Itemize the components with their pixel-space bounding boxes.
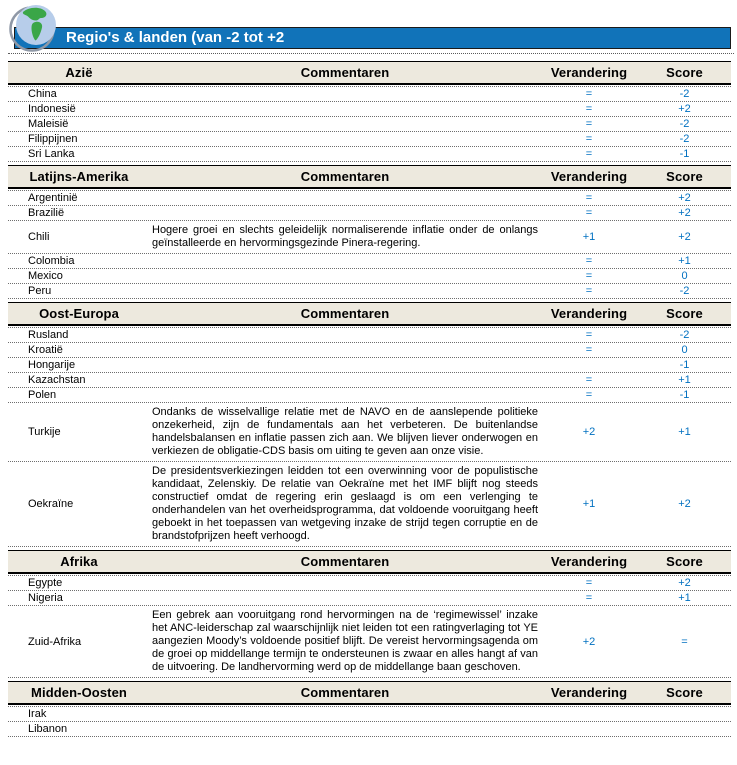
- change-cell: =: [585, 374, 593, 386]
- section-header-row: [8, 61, 731, 85]
- change-cell: =: [585, 270, 593, 282]
- score-cell: -2: [679, 118, 690, 130]
- change-cell: =: [585, 389, 593, 401]
- comment-cell: [150, 332, 540, 338]
- country-cell: Mexico: [28, 270, 63, 282]
- comment-cell: Ondanks de wisselvallige relatie met de NAVO en de aanslepende politieke onzekerheid, zijn de fundamentals aan het verbeteren. De buitenlandse handelsbalansen en inflatie passen zich aan. We blijven liever onderwogen en verkiezen de obligatie-CDS basis om uiting te geven aan onze visie.: [152, 406, 538, 457]
- country-cell: Oekraïne: [28, 498, 74, 510]
- section-title: Oost-Europa: [39, 306, 119, 321]
- section-rows: [8, 190, 731, 299]
- country-cell: Argentinië: [28, 192, 78, 204]
- section-header-row: [8, 302, 731, 326]
- change-cell: =: [585, 148, 593, 160]
- title-bar: [0, 0, 737, 53]
- score-cell: +2: [678, 231, 691, 243]
- change-cell: +1: [582, 498, 596, 510]
- country-cell: Kazachstan: [28, 374, 86, 386]
- table-row: [8, 328, 731, 343]
- score-cell: -1: [679, 359, 690, 371]
- table-row: [8, 358, 731, 373]
- score-cell: +1: [678, 592, 691, 604]
- table-row: [8, 206, 731, 221]
- col-header-score: Score: [666, 685, 703, 700]
- change-cell: =: [585, 192, 593, 204]
- comment-cell: [150, 91, 540, 97]
- table-row: [8, 191, 731, 206]
- page-title: Regio's & landen (van -2 tot +2: [14, 27, 731, 49]
- change-cell: =: [585, 344, 593, 356]
- change-cell: +1: [582, 231, 596, 243]
- comment-cell: [150, 595, 540, 601]
- comment-cell: [150, 106, 540, 112]
- change-cell: =: [585, 592, 593, 604]
- table-row: [8, 221, 731, 254]
- change-cell: =: [585, 103, 593, 115]
- col-header-score: Score: [666, 169, 703, 184]
- score-cell: -1: [679, 389, 690, 401]
- region-section: [8, 165, 731, 299]
- region-section: [8, 681, 731, 737]
- score-cell: +1: [678, 255, 691, 267]
- col-header-comment: Commentaren: [300, 685, 390, 700]
- section-rows: [8, 327, 731, 547]
- comment-cell: [150, 362, 540, 368]
- table-row: [8, 87, 731, 102]
- section-title: Azië: [65, 65, 93, 80]
- country-cell: Peru: [28, 285, 52, 297]
- change-cell: [540, 364, 638, 366]
- change-cell: +2: [582, 426, 596, 438]
- table-row: [8, 591, 731, 606]
- country-cell: Zuid-Afrika: [28, 635, 82, 648]
- score-cell: +2: [678, 498, 691, 510]
- comment-cell: [150, 377, 540, 383]
- score-cell: -1: [679, 148, 690, 160]
- score-cell: =: [681, 635, 688, 648]
- col-header-score: Score: [666, 65, 703, 80]
- table-row: [8, 269, 731, 284]
- table-row: [8, 102, 731, 117]
- table-row: [8, 147, 731, 162]
- change-cell: =: [585, 285, 593, 297]
- comment-cell: [150, 711, 540, 717]
- country-cell: Turkije: [28, 426, 61, 438]
- table-row: [8, 373, 731, 388]
- change-cell: [540, 713, 638, 715]
- country-cell: Maleisië: [28, 118, 69, 130]
- section-title: Afrika: [60, 554, 98, 569]
- regions-table: [8, 61, 731, 740]
- comment-cell: [150, 392, 540, 398]
- comment-cell: [150, 580, 540, 586]
- country-cell: Sri Lanka: [28, 148, 75, 160]
- score-cell: +2: [678, 207, 691, 219]
- score-cell: +2: [678, 103, 691, 115]
- score-cell: +1: [678, 426, 691, 438]
- comment-cell: [150, 195, 540, 201]
- score-cell: +2: [678, 192, 691, 204]
- col-header-change: Verandering: [550, 169, 628, 184]
- section-title: Latijns-Amerika: [29, 169, 129, 184]
- table-row: [8, 576, 731, 591]
- score-cell: -2: [679, 329, 690, 341]
- change-cell: [540, 728, 638, 730]
- table-row: [8, 722, 731, 737]
- score-cell: 0: [681, 344, 688, 356]
- table-row: [8, 403, 731, 462]
- table-row: [8, 388, 731, 403]
- change-cell: =: [585, 207, 593, 219]
- section-rows: [8, 86, 731, 162]
- score-cell: -2: [679, 285, 690, 297]
- comment-cell: [150, 288, 540, 294]
- country-cell: China: [28, 88, 57, 100]
- country-cell: Brazilië: [28, 207, 65, 219]
- score-cell: 0: [681, 270, 688, 282]
- section-title: Midden-Oosten: [31, 685, 127, 700]
- col-header-comment: Commentaren: [300, 65, 390, 80]
- comment-cell: [150, 273, 540, 279]
- score-cell: [638, 728, 731, 730]
- comment-cell: [150, 258, 540, 264]
- col-header-change: Verandering: [550, 554, 628, 569]
- change-cell: =: [585, 329, 593, 341]
- table-row: [8, 462, 731, 547]
- top-divider: [8, 53, 734, 54]
- country-cell: Irak: [28, 708, 47, 720]
- table-row: [8, 606, 731, 678]
- col-header-change: Verandering: [550, 685, 628, 700]
- change-cell: =: [585, 88, 593, 100]
- section-header-row: [8, 165, 731, 189]
- globe-icon: [9, 2, 60, 53]
- country-cell: Polen: [28, 389, 57, 401]
- col-header-comment: Commentaren: [300, 554, 390, 569]
- col-header-change: Verandering: [550, 65, 628, 80]
- score-cell: +1: [678, 374, 691, 386]
- comment-cell: [150, 347, 540, 353]
- country-cell: Libanon: [28, 723, 68, 735]
- country-cell: Filippijnen: [28, 133, 78, 145]
- change-cell: =: [585, 577, 593, 589]
- col-header-score: Score: [666, 554, 703, 569]
- country-cell: Hongarije: [28, 359, 76, 371]
- table-row: [8, 254, 731, 269]
- section-rows: [8, 706, 731, 737]
- table-row: [8, 132, 731, 147]
- region-section: [8, 302, 731, 547]
- col-header-change: Verandering: [550, 306, 628, 321]
- table-row: [8, 117, 731, 132]
- region-section: [8, 550, 731, 678]
- comment-cell: [150, 121, 540, 127]
- country-cell: Indonesië: [28, 103, 76, 115]
- comment-cell: [150, 210, 540, 216]
- country-cell: Chili: [28, 231, 50, 243]
- table-row: [8, 707, 731, 722]
- change-cell: =: [585, 118, 593, 130]
- comment-cell: [150, 726, 540, 732]
- change-cell: =: [585, 255, 593, 267]
- section-header-row: [8, 681, 731, 705]
- score-cell: -2: [679, 88, 690, 100]
- table-row: [8, 343, 731, 358]
- country-cell: Colombia: [28, 255, 75, 267]
- country-cell: Rusland: [28, 329, 69, 341]
- score-cell: +2: [678, 577, 691, 589]
- section-header-row: [8, 550, 731, 574]
- section-rows: [8, 575, 731, 678]
- region-section: [8, 61, 731, 162]
- country-cell: Nigeria: [28, 592, 63, 604]
- country-cell: Kroatië: [28, 344, 63, 356]
- comment-cell: Een gebrek aan vooruitgang rond hervormingen na de ‘regimewissel’ inzake het ANC-leiderschap zal waarschijnlijk niet leiden tot een ratingverlaging tot YE aangezien Moody’s voldoende positief blijft. De vereist hervormingsagenda om de groei op middellange termijn te ondersteunen is zwaar en alles hangt af van de uitvoering. De landhervorming werd op de middellange baan geschoven.: [152, 609, 538, 673]
- change-cell: =: [585, 133, 593, 145]
- comment-cell: Hogere groei en slechts geleidelijk normaliserende inflatie onder de onlangs geïnstalleerde en hervormingsgezinde Pinera-regering.: [152, 224, 538, 249]
- col-header-comment: Commentaren: [300, 306, 390, 321]
- col-header-score: Score: [666, 306, 703, 321]
- comment-cell: [150, 151, 540, 157]
- comment-cell: [150, 136, 540, 142]
- col-header-comment: Commentaren: [300, 169, 390, 184]
- score-cell: [638, 713, 731, 715]
- change-cell: +2: [582, 635, 596, 648]
- country-cell: Egypte: [28, 577, 63, 589]
- table-row: [8, 284, 731, 299]
- comment-cell: De presidentsverkiezingen leidden tot een overwinning voor de populistische kandidaat, Zelenskiy. De relatie van Oekraïne met het IMF blijft nog steeds constructief omdat de regering erin geslaagd is om een verlenging te onderhandelen van het overheidsprogramma, dat voldoende vooruitgang heeft geboekt in het toepassen van wetgeving inzake de strijd tegen corruptie en de brandstofprijzen heeft verhoogd.: [152, 465, 538, 542]
- score-cell: -2: [679, 133, 690, 145]
